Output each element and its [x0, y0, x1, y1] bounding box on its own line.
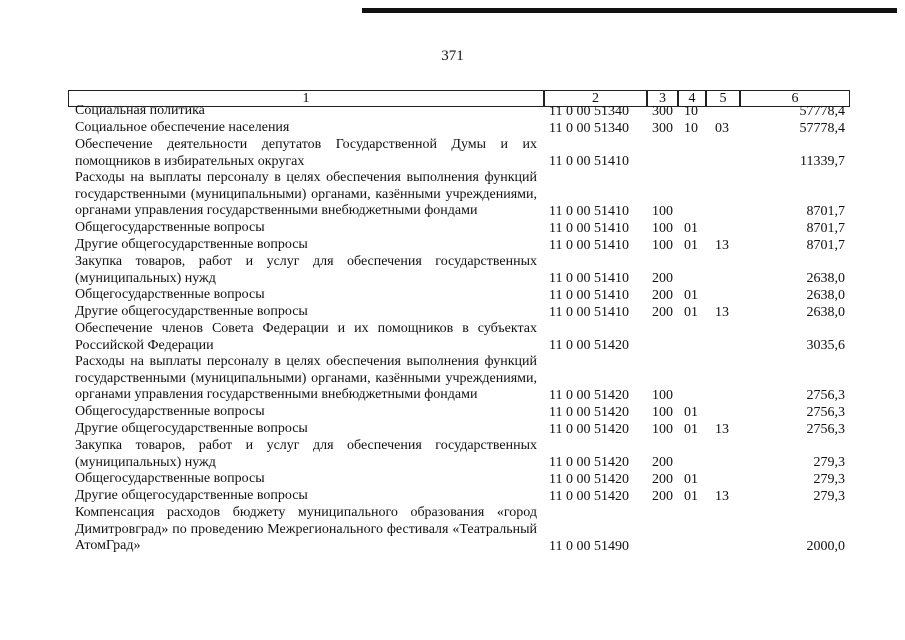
- header-col-1: 1: [68, 90, 544, 107]
- row-amount: 11339,7: [800, 153, 845, 169]
- row-amount: 2756,3: [806, 404, 845, 420]
- row-amount: 2756,3: [806, 421, 845, 437]
- row-amount: 279,3: [813, 471, 845, 487]
- row-amount: 3035,6: [806, 337, 845, 353]
- row-amount: 2000,0: [806, 538, 845, 554]
- row-col-4: 01: [684, 404, 698, 420]
- header-col-3: 3: [647, 90, 678, 107]
- row-budget-code: 11 0 00 51340: [549, 103, 629, 119]
- row-description: Обеспечение членов Совета Федерации и их помощников в субъектах Российской Федерации: [75, 321, 537, 353]
- row-description: Расходы на выплаты персоналу в целях обеспечения выполнения функций государственными (муниципальными) органами, казёнными учреждениями, органами управления государственными внебюджетными фондами: [75, 354, 537, 402]
- row-col-3: 200: [652, 488, 673, 504]
- row-budget-code: 11 0 00 51410: [549, 304, 629, 320]
- row-budget-code: 11 0 00 51420: [549, 387, 629, 403]
- row-col-3: 100: [652, 203, 673, 219]
- table-row: [0, 421, 905, 438]
- table-row: [0, 488, 905, 505]
- row-budget-code: 11 0 00 51410: [549, 287, 629, 303]
- table-row: [0, 404, 905, 421]
- row-col-5: 03: [715, 120, 729, 136]
- row-budget-code: 11 0 00 51420: [549, 404, 629, 420]
- row-col-3: 200: [652, 270, 673, 286]
- row-amount: 279,3: [813, 488, 845, 504]
- top-border-bar: [362, 8, 897, 13]
- row-budget-code: 11 0 00 51410: [549, 237, 629, 253]
- table-row: [0, 304, 905, 321]
- page-number: 371: [441, 48, 464, 64]
- row-col-3: 200: [652, 304, 673, 320]
- row-description: Обеспечение деятельности депутатов Государственной Думы и их помощников в избирательных округах: [75, 137, 537, 169]
- row-budget-code: 11 0 00 51410: [549, 270, 629, 286]
- row-budget-code: 11 0 00 51410: [549, 203, 629, 219]
- row-col-3: 200: [652, 287, 673, 303]
- row-amount: 2638,0: [806, 304, 845, 320]
- row-budget-code: 11 0 00 51490: [549, 538, 629, 554]
- row-budget-code: 11 0 00 51410: [549, 220, 629, 236]
- row-col-3: 100: [652, 404, 673, 420]
- row-col-5: 13: [715, 304, 729, 320]
- table-row: [0, 220, 905, 237]
- row-col-5: 13: [715, 237, 729, 253]
- row-col-3: 200: [652, 454, 673, 470]
- row-col-4: 01: [684, 471, 698, 487]
- row-col-3: 100: [652, 220, 673, 236]
- table-row: [0, 438, 905, 471]
- row-amount: 279,3: [813, 454, 845, 470]
- table-row: [0, 287, 905, 304]
- table-row: [0, 103, 905, 120]
- row-budget-code: 11 0 00 51340: [549, 120, 629, 136]
- row-amount: 8701,7: [806, 220, 845, 236]
- header-col-5: 5: [706, 90, 740, 107]
- row-col-3: 100: [652, 237, 673, 253]
- row-budget-code: 11 0 00 51420: [549, 488, 629, 504]
- row-col-4: 01: [684, 237, 698, 253]
- row-budget-code: 11 0 00 51420: [549, 421, 629, 437]
- table-row: [0, 254, 905, 287]
- row-description: Социальная политика: [75, 103, 205, 118]
- row-description: Общегосударственные вопросы: [75, 471, 265, 486]
- row-col-3: 200: [652, 471, 673, 487]
- row-description: Общегосударственные вопросы: [75, 287, 265, 302]
- table-row: [0, 137, 905, 170]
- row-amount: 8701,7: [806, 237, 845, 253]
- table-row: [0, 321, 905, 354]
- row-amount: 8701,7: [806, 203, 845, 219]
- row-col-3: 300: [652, 120, 673, 136]
- row-description: Другие общегосударственные вопросы: [75, 488, 308, 503]
- row-amount: 2638,0: [806, 287, 845, 303]
- header-col-4: 4: [678, 90, 706, 107]
- row-budget-code: 11 0 00 51420: [549, 471, 629, 487]
- row-col-4: 01: [684, 421, 698, 437]
- row-description: Компенсация расходов бюджету муниципального образования «город Димитровград» по проведению Межрегионального фестиваля «Театральный АтомГрад»: [75, 505, 537, 553]
- row-col-5: 13: [715, 488, 729, 504]
- row-description: Общегосударственные вопросы: [75, 404, 265, 419]
- table-row: [0, 237, 905, 254]
- row-col-3: 100: [652, 421, 673, 437]
- table-row: [0, 170, 905, 220]
- row-col-3: 100: [652, 387, 673, 403]
- row-description: Закупка товаров, работ и услуг для обеспечения государственных (муниципальных) нужд: [75, 254, 537, 286]
- table-body: [0, 103, 905, 555]
- row-col-4: 01: [684, 304, 698, 320]
- header-col-6: 6: [740, 90, 850, 107]
- row-description: Расходы на выплаты персоналу в целях обеспечения выполнения функций государственными (муниципальными) органами, казёнными учреждениями, органами управления государственными внебюджетными фондами: [75, 170, 537, 218]
- table-row: [0, 120, 905, 137]
- row-col-3: 300: [652, 103, 673, 119]
- row-amount: 57778,4: [799, 120, 845, 136]
- row-description: Социальное обеспечение населения: [75, 120, 290, 135]
- row-col-5: 13: [715, 421, 729, 437]
- row-col-4: 01: [684, 287, 698, 303]
- header-col-2: 2: [544, 90, 647, 107]
- row-description: Закупка товаров, работ и услуг для обеспечения государственных (муниципальных) нужд: [75, 438, 537, 470]
- row-amount: 2756,3: [806, 387, 845, 403]
- row-amount: 57778,4: [799, 103, 845, 119]
- row-amount: 2638,0: [806, 270, 845, 286]
- row-col-4: 10: [684, 120, 698, 136]
- row-description: Общегосударственные вопросы: [75, 220, 265, 235]
- row-description: Другие общегосударственные вопросы: [75, 421, 308, 436]
- row-col-4: 01: [684, 488, 698, 504]
- row-description: Другие общегосударственные вопросы: [75, 304, 308, 319]
- table-row: [0, 354, 905, 404]
- row-col-4: 10: [684, 103, 698, 119]
- table-row: [0, 505, 905, 555]
- row-budget-code: 11 0 00 51410: [549, 153, 629, 169]
- table-row: [0, 471, 905, 488]
- row-col-4: 01: [684, 220, 698, 236]
- row-budget-code: 11 0 00 51420: [549, 454, 629, 470]
- row-budget-code: 11 0 00 51420: [549, 337, 629, 353]
- row-description: Другие общегосударственные вопросы: [75, 237, 308, 252]
